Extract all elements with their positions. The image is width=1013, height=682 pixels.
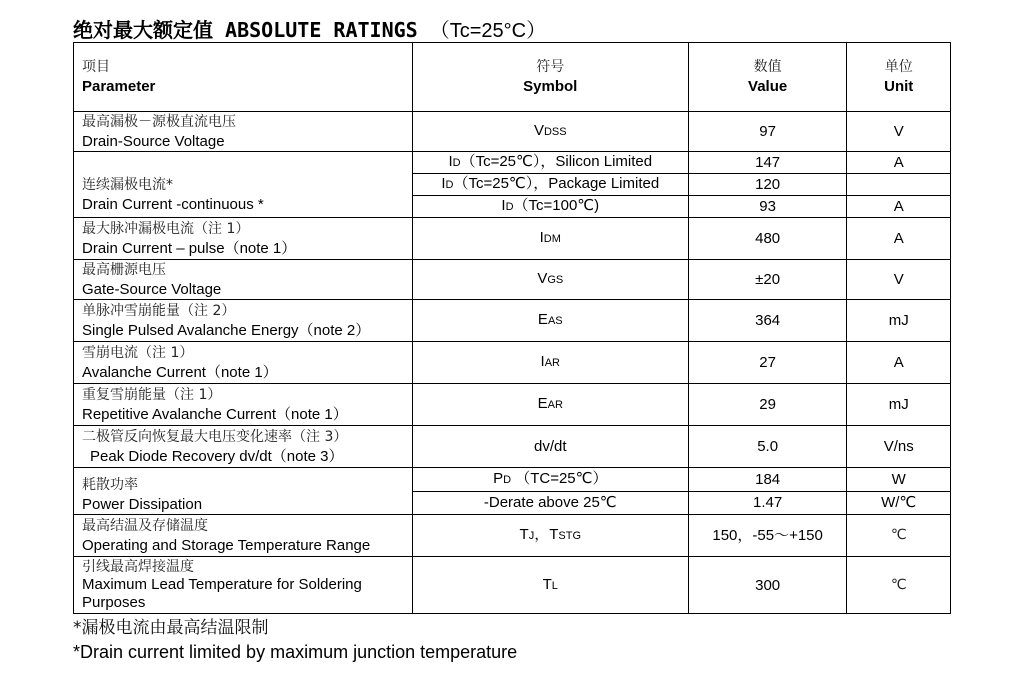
symbol-subscript: D [505, 201, 514, 213]
param-cell [74, 300, 413, 342]
param-en: Operating and Storage Temperature Range [82, 536, 371, 554]
unit-cell: ℃ [847, 557, 951, 614]
symbol-cell [412, 174, 688, 196]
symbol-main: dv/dt [534, 438, 567, 455]
unit-cell: mJ [847, 384, 951, 426]
param-zh: 最大脉冲漏极电流（注 1） [82, 220, 250, 237]
header-value-en: Value [748, 78, 788, 95]
value-cell: 93 [688, 196, 847, 218]
unit-cell: V [847, 260, 951, 300]
header-symbol [412, 43, 688, 112]
symbol-main: I [540, 353, 545, 370]
symbol-main: V [533, 122, 544, 139]
param-cell [74, 426, 413, 468]
header-unit-zh: 单位 [884, 59, 913, 75]
value-cell: 184 [688, 468, 847, 492]
symbol-cell [412, 152, 688, 174]
symbol-subscript: AS [547, 315, 563, 327]
value-cell: 120 [688, 174, 847, 196]
symbol-main: I [539, 229, 544, 246]
param-cell [74, 260, 413, 300]
value-cell: 29 [688, 384, 847, 426]
symbol-cell [412, 557, 688, 614]
param-zh: 最高漏极－源极直流电压 [82, 113, 236, 130]
footnote-zh: *漏极电流由最高结温限制 [73, 618, 269, 638]
symbol-subscript: L [551, 579, 558, 592]
table-row [74, 426, 951, 468]
symbol-main: I [501, 197, 506, 214]
value-cell: 1.47 [688, 491, 847, 515]
param-cell [74, 515, 413, 557]
unit-cell: A [847, 342, 951, 384]
symbol-main: V [537, 270, 548, 287]
unit-cell: A [847, 152, 951, 174]
unit-cell: W [847, 468, 951, 492]
table-row [74, 468, 951, 492]
symbol-subscript: J [528, 530, 535, 542]
symbol-subscript: D [503, 473, 512, 486]
value-cell: 150，-55～+150 [688, 515, 847, 557]
title-en: ABSOLUTE RATINGS [225, 18, 418, 42]
param-cell [74, 342, 413, 384]
symbol-main: E [537, 311, 548, 328]
param-en: Maximum Lead Temperature for Soldering Purposes [82, 576, 362, 611]
title-zh: 绝对最大额定值 [73, 18, 213, 42]
param-cell [74, 384, 413, 426]
symbol-main: P [493, 469, 504, 487]
symbol-cell [412, 491, 688, 515]
value-cell: 480 [688, 218, 847, 260]
table-row [74, 384, 951, 426]
param-en: Peak Diode Recovery dv/dt（note 3） [90, 447, 344, 465]
param-en: Drain Current -continuous * [82, 195, 264, 213]
symbol-subscript: AR [547, 399, 563, 411]
param-cell [74, 468, 413, 515]
param-zh: 二极管反向恢复最大电压变化速率（注 3） [82, 428, 348, 445]
symbol-cell [412, 218, 688, 260]
param-zh: 最高栅源电压 [82, 261, 166, 278]
param-en: Repetitive Avalanche Current（note 1） [82, 405, 348, 423]
unit-cell: A [847, 196, 951, 218]
symbol-subscript: GS [547, 274, 564, 286]
symbol-cell [412, 260, 688, 300]
symbol-main: T [542, 575, 552, 593]
absolute-ratings-table [73, 42, 951, 614]
param-zh: 最高结温及存储温度 [82, 517, 208, 534]
symbol-cell [412, 515, 688, 557]
param-en: Single Pulsed Avalanche Energy（note 2） [82, 321, 371, 339]
header-parameter-zh: 项目 [82, 59, 110, 75]
param-en: Power Dissipation [82, 496, 203, 513]
table-row [74, 260, 951, 300]
symbol-main: I [441, 175, 446, 192]
symbol-subscript: D [452, 157, 461, 169]
param-zh: 雪崩电流（注 1） [82, 344, 194, 361]
table-row [74, 300, 951, 342]
unit-cell: mJ [847, 300, 951, 342]
symbol-cell [412, 112, 688, 152]
param-cell [74, 218, 413, 260]
symbol-main: I [448, 153, 453, 170]
param-zh: 单脉冲雪崩能量（注 2） [82, 302, 236, 319]
param-en: Drain Current – pulse（note 1） [82, 239, 297, 257]
symbol-subscript: AR [544, 357, 560, 369]
symbol-subscript: DSS [543, 126, 567, 138]
symbol-cell [412, 384, 688, 426]
unit-cell: ℃ [847, 515, 951, 557]
title-condition: （Tc=25°C） [429, 20, 547, 42]
header-unit [847, 43, 951, 112]
unit-cell: V [847, 112, 951, 152]
symbol-cell [412, 426, 688, 468]
table-row [74, 342, 951, 384]
symbol-main: T [519, 526, 529, 543]
symbol-subscript: D [445, 179, 454, 191]
symbol-condition: （Tc=25℃），Package Limited [453, 175, 660, 192]
param-zh: 重复雪崩能量（注 1） [82, 386, 222, 403]
param-en: Drain-Source Voltage [82, 132, 225, 150]
header-row [74, 43, 951, 112]
unit-cell: V/ns [847, 426, 951, 468]
symbol-main: T [549, 526, 559, 543]
param-cell [74, 557, 413, 614]
param-en: Avalanche Current（note 1） [82, 363, 278, 381]
table-row [74, 515, 951, 557]
header-unit-en: Unit [884, 78, 914, 95]
value-cell: ±20 [688, 260, 847, 300]
symbol-subscript: STG [558, 530, 582, 542]
table-row [74, 218, 951, 260]
symbol-separator: ， [534, 526, 550, 543]
unit-cell: W/℃ [847, 491, 951, 515]
symbol-cell [412, 342, 688, 384]
symbol-cell [412, 196, 688, 218]
value-cell: 5.0 [688, 426, 847, 468]
header-value [688, 43, 847, 112]
header-value-zh: 数值 [753, 59, 782, 75]
param-zh: 连续漏极电流* [82, 176, 173, 193]
symbol-condition: （TC=25℃） [511, 469, 608, 487]
header-symbol-en: Symbol [523, 78, 578, 95]
unit-cell: A [847, 218, 951, 260]
symbol-condition: （Tc=25℃），Silicon Limited [460, 153, 653, 170]
param-en: Gate-Source Voltage [82, 280, 222, 298]
symbol-main: E [537, 395, 548, 412]
symbol-condition: （Tc=100℃) [513, 197, 600, 214]
table-row [74, 112, 951, 152]
header-parameter [74, 43, 413, 112]
symbol-subscript: DM [543, 233, 561, 245]
value-cell: 300 [688, 557, 847, 614]
symbol-cell [412, 468, 688, 492]
table-row [74, 152, 951, 174]
symbol-main: -Derate above 25℃ [483, 494, 617, 512]
value-cell: 364 [688, 300, 847, 342]
param-zh: 引线最高焊接温度 [82, 559, 194, 575]
value-cell: 27 [688, 342, 847, 384]
param-zh: 耗散功率 [82, 477, 138, 493]
symbol-cell [412, 300, 688, 342]
header-symbol-zh: 符号 [536, 59, 565, 75]
page-title [73, 14, 546, 43]
param-cell [74, 112, 413, 152]
header-parameter-en: Parameter [82, 78, 156, 95]
unit-cell [847, 174, 951, 196]
table-row [74, 557, 951, 614]
param-cell [74, 152, 413, 218]
footnote-en: *Drain current limited by maximum junction temperature [73, 642, 518, 662]
value-cell: 97 [688, 112, 847, 152]
value-cell: 147 [688, 152, 847, 174]
